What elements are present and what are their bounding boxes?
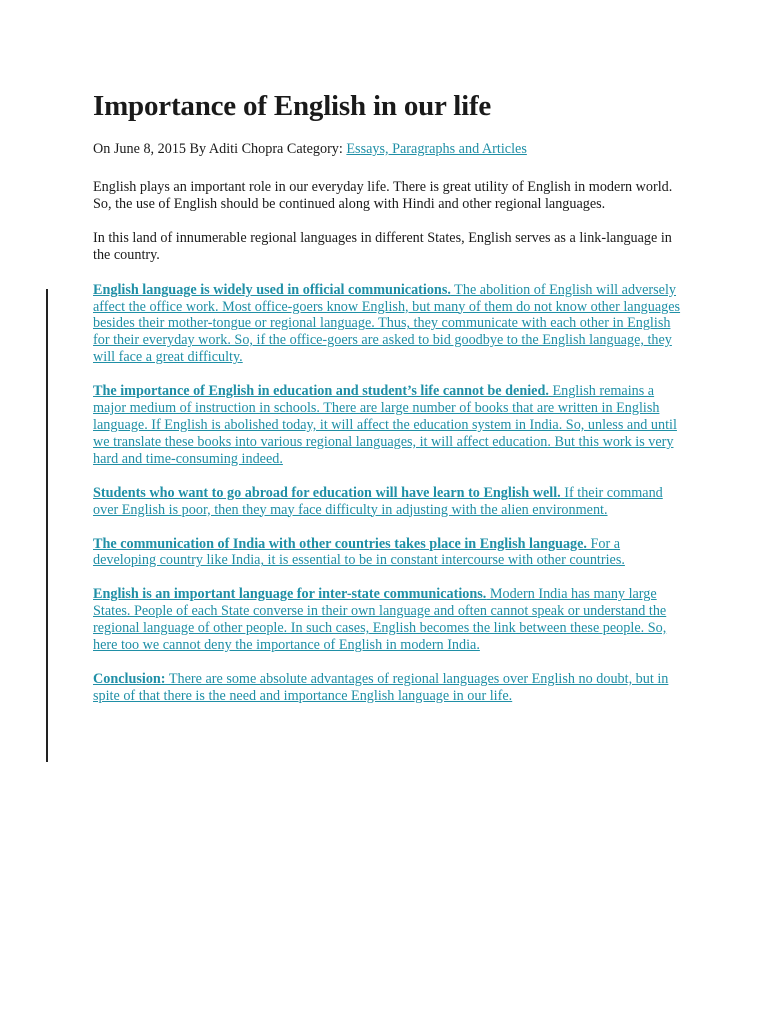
- point-paragraph-abroad[interactable]: [93, 485, 683, 519]
- point-body: There are some absolute advantages of regional languages over English no doubt, but in spite of that there is the need and importance English language in our life.: [93, 670, 669, 704]
- point-body: If their command over English is poor, then they may face difficulty in adjusting with the alien environment.: [93, 484, 663, 518]
- meta-text: On June 8, 2015 By Aditi Chopra Category:: [93, 141, 347, 157]
- point-paragraph-international[interactable]: [93, 536, 683, 570]
- point-heading: Conclusion:: [93, 670, 166, 687]
- category-link[interactable]: Essays, Paragraphs and Articles: [346, 141, 527, 157]
- point-paragraph-interstate[interactable]: [93, 586, 683, 654]
- point-heading: Students who want to go abroad for education will have learn to English well.: [93, 484, 561, 501]
- article: [93, 88, 683, 705]
- article-meta: [93, 141, 683, 158]
- point-heading: English language is widely used in official communications.: [93, 281, 451, 298]
- point-heading: The importance of English in education and student’s life cannot be denied.: [93, 383, 549, 400]
- point-body: For a developing country like India, it is essential to be in constant intercourse with other countries.: [93, 535, 625, 569]
- point-paragraph-education[interactable]: [93, 383, 683, 468]
- point-body: English remains a major medium of instruction in schools. There are large number of books that are written in English language. If English is abolished today, it will affect the education system in India. So, unless and until we translate these books into various regional languages, it will affect education. But this work is very hard and time-consuming indeed.: [93, 383, 677, 467]
- point-heading: The communication of India with other countries takes place in English language.: [93, 535, 587, 552]
- point-paragraph-official[interactable]: [93, 282, 683, 367]
- margin-change-bar: [46, 289, 48, 762]
- point-body: The abolition of English will adversely affect the office work. Most office-goers know English, but many of them do not know other languages besides their mother-tongue or regional language. Thus, they communicate with each other in English for their everyday work. So, if the office-goers are asked to bid goodbye to the English language, they will face a great difficulty.: [93, 281, 681, 366]
- point-heading: English is an important language for inter-state communications.: [93, 586, 487, 603]
- intro-paragraph: In this land of innumerable regional languages in different States, English serves as a link-language in the country.: [93, 229, 672, 263]
- intro-paragraph: English plays an important role in our everyday life. There is great utility of English in modern world. So, the use of English should be continued along with Hindi and other regional languages.: [93, 179, 673, 212]
- point-paragraph-conclusion[interactable]: [93, 671, 683, 705]
- point-body: Modern India has many large States. People of each State converse in their own language and often cannot speak or understand the regional language of other people. In such cases, English becomes the link between these people. So, here too we cannot deny the importance of English in modern India.: [93, 586, 667, 654]
- article-title: Importance of English in our life: [93, 90, 492, 122]
